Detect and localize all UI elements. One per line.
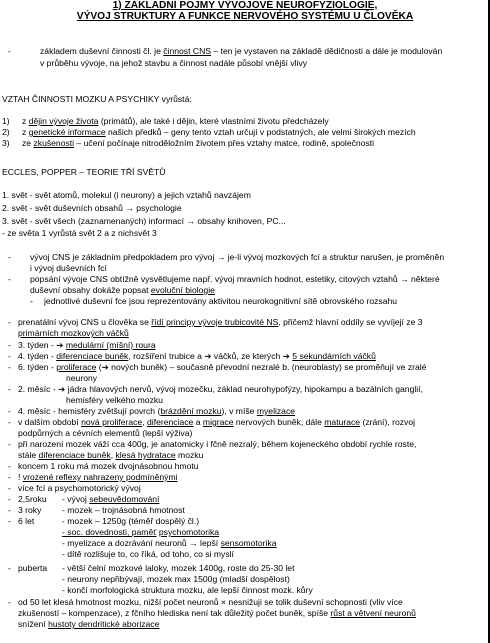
age-text: - mozek – trojnásobná hmotnost [62, 505, 185, 515]
week-6: 6. týden - proliferace (➔ nových buněk) – současně převodní nezralé b. (neuroblasty) se proměňují ve zralé [18, 362, 427, 372]
world-3: 3. svět - svět všech (zaznamenaných) informací → obsahy knihoven, PC... [2, 216, 286, 226]
relation-item-2: z genetické informace našich předků – geny tento vztah určují v podstatných, ale velmi širokých mezích [22, 127, 416, 137]
relation-item-number: 2) [2, 127, 10, 137]
age-label: puberta [18, 563, 48, 573]
bullet: - [8, 472, 11, 482]
world-relation: - ze světa 1 vyrůstá svět 2 a z nichsvět 3 [2, 228, 157, 238]
bullet: - [8, 483, 11, 493]
world-2: 2. svět - svět duševních obsahů → psychologie [2, 203, 182, 213]
aging-2: zkušeností – kompenzace), z fčního hlediska není tak důležitý počet buněk, spíše růst a větvení neuronů [18, 608, 416, 618]
age-label: 3 roky [18, 505, 42, 515]
intro-line1: základem duševní činnosti čl. je činnost CNS – ten je vystaven na základě dědičnosti a dále je modulován [40, 46, 443, 56]
bullet: - [8, 406, 11, 416]
eccles-heading: ECCLES, POPPER – TEORIE TŘÍ SVĚTŮ [2, 167, 166, 177]
bullet: - [8, 351, 11, 361]
month-2: 2. měsíc - ➔ jádra hlavových nervů, vývoj mozečku, základ neurohypofýzy, hipokampu a bazálních ganglií, [18, 384, 423, 394]
cns-line5: jednotlivé duševní fce jsou reprezentovány aktivitou neurokognitivní sítě obrovského rozsahu [44, 296, 398, 306]
bullet: - [8, 494, 11, 504]
cns-line1: vývoj CNS je základním předpokladem pro vývoj → je-li vývoj mozkových fcí a struktur narušen, je proměněn [30, 252, 445, 262]
bullet: - [8, 505, 11, 515]
bullet: - [8, 417, 11, 427]
reflexes: ! vrozené reflexy nahrazeny podmíněnými [18, 472, 178, 482]
bullet: - [8, 597, 11, 607]
relation-heading: VZTAH ČINNOSTI MOZKU A PSYCHIKY vyrůstá: [2, 94, 192, 104]
month-2-cont: hemisféry velkého mozku [66, 395, 163, 405]
document-title-line1: 1) ZÁKLADNÍ POJMY VÝVOJOVÉ NEUROFYZIOLOGIE, [112, 0, 378, 11]
birth-1: při narození mozek váží cca 400g, je anatomicky i fčně nezralý, během kojeneckého období rychle roste, [18, 439, 417, 449]
prenatal-line1: prenatální vývoj CNS u člověka se řídí principy vývoje trubicovité NS, přičemž hlavní oddíly se vyvíjejí ze 3 [18, 317, 423, 327]
bullet: - [8, 563, 11, 573]
puberty-3: - končí morfologická struktura mozku, ale lepší činnost mozk. kůry [62, 585, 313, 595]
cns-line2: i vývoj duševních fcí [30, 263, 107, 273]
arrow-icon: ➔ [101, 362, 109, 372]
bullet: - [8, 516, 11, 526]
age-label: 2,5roku [18, 494, 47, 504]
bullet: - [30, 296, 33, 306]
later-period-2: podpůrných a cévních elementů (lepší výživa) [18, 428, 193, 438]
bullet: - [8, 362, 11, 372]
six-years-3: - dítě rozlišuje to, co říká, od toho, co si myslí [62, 549, 234, 559]
month-4: 4. měsíc - hemisféry zvětšují povrch (brázdění mozku), v míše myelizace [18, 406, 296, 416]
later-period-1: v dalším období nová proliferace, diferenciace a migrace nervových buněk, dále maturace (zrání), rozvoj [18, 417, 416, 427]
bullet: - [8, 274, 11, 284]
puberty-2: - neurony nepřibývají, mozek max 1500g (mladší dospělost) [62, 574, 290, 584]
age-text: - mozek – 1250g (téměř dospělý čl.) [62, 516, 200, 526]
intro-line2: v průběhu vývoje, na jehož stavbu a činnost nadále působí vnější vlivy [40, 58, 308, 68]
bullet: - [8, 252, 11, 262]
cns-line4: duševní obsahy dokáže popsat evoluční biologie [30, 285, 215, 295]
bullet: - [8, 384, 11, 394]
bullet: - [8, 340, 11, 350]
arrow-icon: ➔ [58, 384, 66, 394]
first-year: koncem 1 roku má mozek dvojnásobnou hmotu [18, 461, 199, 471]
birth-2: stále diferenciace buněk, klesá hydratace mozku [18, 450, 204, 460]
cns-line3: popsání vývoje CNS obtížně vysvětlujeme např. vývoj mravních hodnot, estetiky, citových vztahů → některé [30, 274, 440, 284]
prenatal-line2: primárních mozkových váčků [18, 328, 129, 338]
puberty-1: - větší čelní mozkové laloky, mozek 1400g, roste do 25-30 let [62, 563, 295, 573]
arrow-icon: ➔ [56, 340, 64, 350]
relation-item-number: 3) [2, 138, 10, 148]
bullet: - [8, 46, 11, 56]
age-text: - vývoj sebeuvědomování [62, 494, 160, 504]
world-1: 1. svět - svět atomů, molekul (i neurony) a jejich vztahů navzájem [2, 190, 251, 200]
document-title-line2: VÝVOJ STRUKTURY A FUNKCE NERVOVÉHO SYSTÉMU U ČLOVĚKA [76, 11, 414, 22]
week-6-cont: neurony [66, 373, 98, 383]
aging-1: od 50 let klesá hmotnost mozku, nižší počet neuronů × nesnižuji se tolik duševní schopnosti (vliv více [18, 597, 403, 607]
bullet: - [8, 461, 11, 471]
relation-item-3: ze zkušenosti – učení počínaje nitroděložním životem přes vztahy matce, rodině, společnosti [22, 138, 375, 148]
age-label: 6 let [18, 516, 35, 526]
aging-3: snížení hustoty dendritické aborizace [18, 619, 160, 629]
week-3: 3. týden - ➔ medulární (míšní) roura [18, 340, 156, 350]
relation-item-number: 1) [2, 116, 10, 126]
week-4: 4. týden - diferenciace buněk, rozšíření trubice a ➔ váčků, ze kterých ➔ 5 sekundárních váčků [18, 351, 376, 361]
six-years-2: - myelizace a dozrávání neuronů → lepší sensomotorika [62, 538, 277, 548]
relation-item-1: z dějin vývoje života (primátů), ale také i dějin, které vlastními životu předcházely [22, 116, 329, 126]
six-years-1: - soc. dovednosti, paměť psychomotorika [62, 527, 220, 537]
arrow-icon: ➔ [282, 351, 290, 361]
bullet: - [8, 439, 11, 449]
arrow-icon: ➔ [204, 351, 212, 361]
psychomotor: více fcí a psychomotorický vývoj [18, 483, 141, 493]
bullet: - [8, 317, 11, 327]
